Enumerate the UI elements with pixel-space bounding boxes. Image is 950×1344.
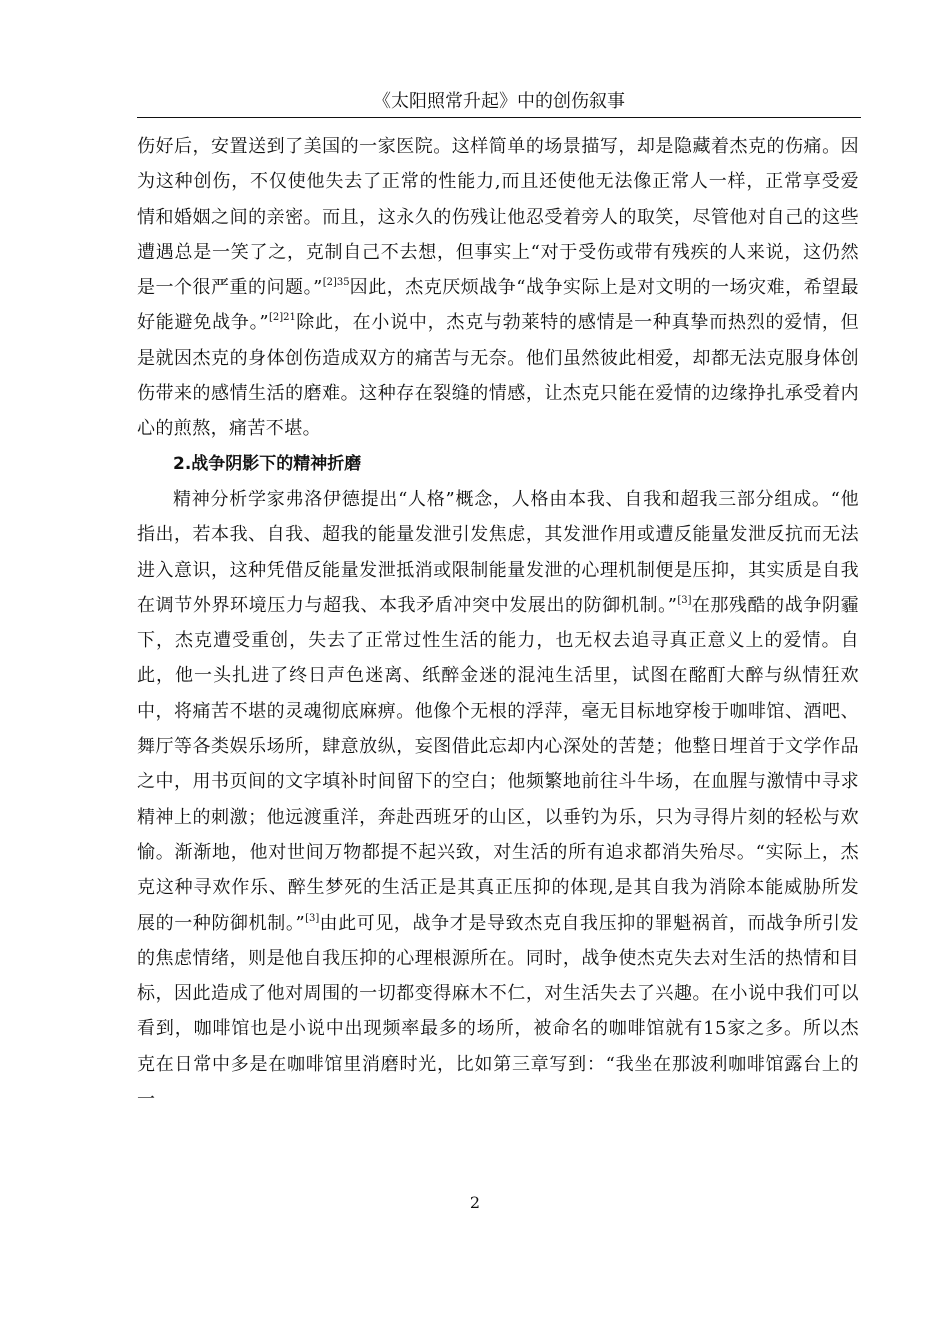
paragraph-1 [137,129,859,447]
section-heading: 2.战争阴影下的精神折磨 [173,453,362,474]
page-number: 2 [469,1193,481,1212]
paragraph-1-text-2: 因此，杰克厌烦战争“战争实际上是对文明的一场灾难，希望最好能避免战争。” [137,277,859,334]
citation-3-a: [3] [677,594,692,606]
header-rule [137,117,861,118]
paragraph-2-text-2: 在那残酷的战争阴霾下，杰克遭受重创，失去了正常过性生活的能力，也无权去追寻真正意义上的爱情。自此，他一头扎进了终日声色迷离、纸醉金迷的混沌生活里，试图在酩酊大醉与纵情狂欢中，将痛苦不堪的灵魂彻底麻痹。他像个无根的浮萍，毫无目标地穿梭于咖啡馆、酒吧、舞厅等各类娱乐场所，肆意放纵，妄图借此忘却内心深处的苦楚；他整日埋首于文学作品之中，用书页间的文字填补时间留下的空白；他频繁地前往斗牛场，在血腥与激情中寻求精神上的刺激；他远渡重洋，奔赴西班牙的山区，以垂钓为乐，只为寻得片刻的轻松与欢愉。渐渐地，他对世间万物都提不起兴致，对生活的所有追求都消失殆尽。“实际上，杰克这种寻欢作乐、醉生梦死的生活正是其真正压抑的体现,是其自我为消除本能威胁所发展的一种防御机制。” [137,594,859,934]
citation-2-21: [2]21 [269,312,296,324]
paragraph-2-text-1: 精神分析学家弗洛伊德提出“人格”概念，人格由本我、自我和超我三部分组成。“他指出，若本我、自我、超我的能量发泄引发焦虑，其发泄作用或遭反能量发泄反抗而无法进入意识，这种凭借反能量发泄抵消或限制能量发泄的心理机制便是压抑，其实质是自我在调节外界环境压力与超我、本我矛盾冲突中发展出的防御机制。” [137,488,859,616]
citation-2-35: [2]35 [322,277,350,289]
paragraph-2 [137,482,859,1117]
body-text [137,129,859,1117]
citation-3-b: [3] [305,912,320,924]
paragraph-1-text-3: 除此，在小说中，杰克与勃莱特的感情是一种真挚而热烈的爱情，但是就因杰克的身体创伤造成双方的痛苦与无奈。他们虽然彼此相爱，却都无法克服身体创伤带来的感情生活的磨难。这种存在裂缝的情感，让杰克只能在爱情的边缘挣扎承受着内心的煎熬，痛苦不堪。 [137,312,859,440]
running-header: 《太阳照常升起》中的创伤叙事 [373,91,625,112]
paragraph-1-text-1: 伤好后，安置送到了美国的一家医院。这样简单的场景描写，却是隐藏着杰克的伤痛。因为这种创伤，不仅使他失去了正常的性能力,而且还使他无法像正常人一样，正常享受爱情和婚姻之间的亲密。而且，这永久的伤残让他忍受着旁人的取笑，尽管他对自己的这些遭遇总是一笑了之，克制自己不去想，但事实上“对于受伤或带有残疾的人来说，这仍然是一个很严重的问题。” [137,136,859,299]
paragraph-2-text-3: 由此可见，战争才是导致杰克自我压抑的罪魁祸首，而战争所引发的焦虑情绪，则是他自我压抑的心理根源所在。同时，战争使杰克失去对生活的热情和目标，因此造成了他对周围的一切都变得麻木不仁，对生活失去了兴趣。在小说中我们可以看到，咖啡馆也是小说中出现频率最多的场所，被命名的咖啡馆就有15家之多。所以杰克在日常中多是在咖啡馆里消磨时光，比如第三章写到：“我坐在那波利咖啡馆露台上的一 [137,912,859,1111]
